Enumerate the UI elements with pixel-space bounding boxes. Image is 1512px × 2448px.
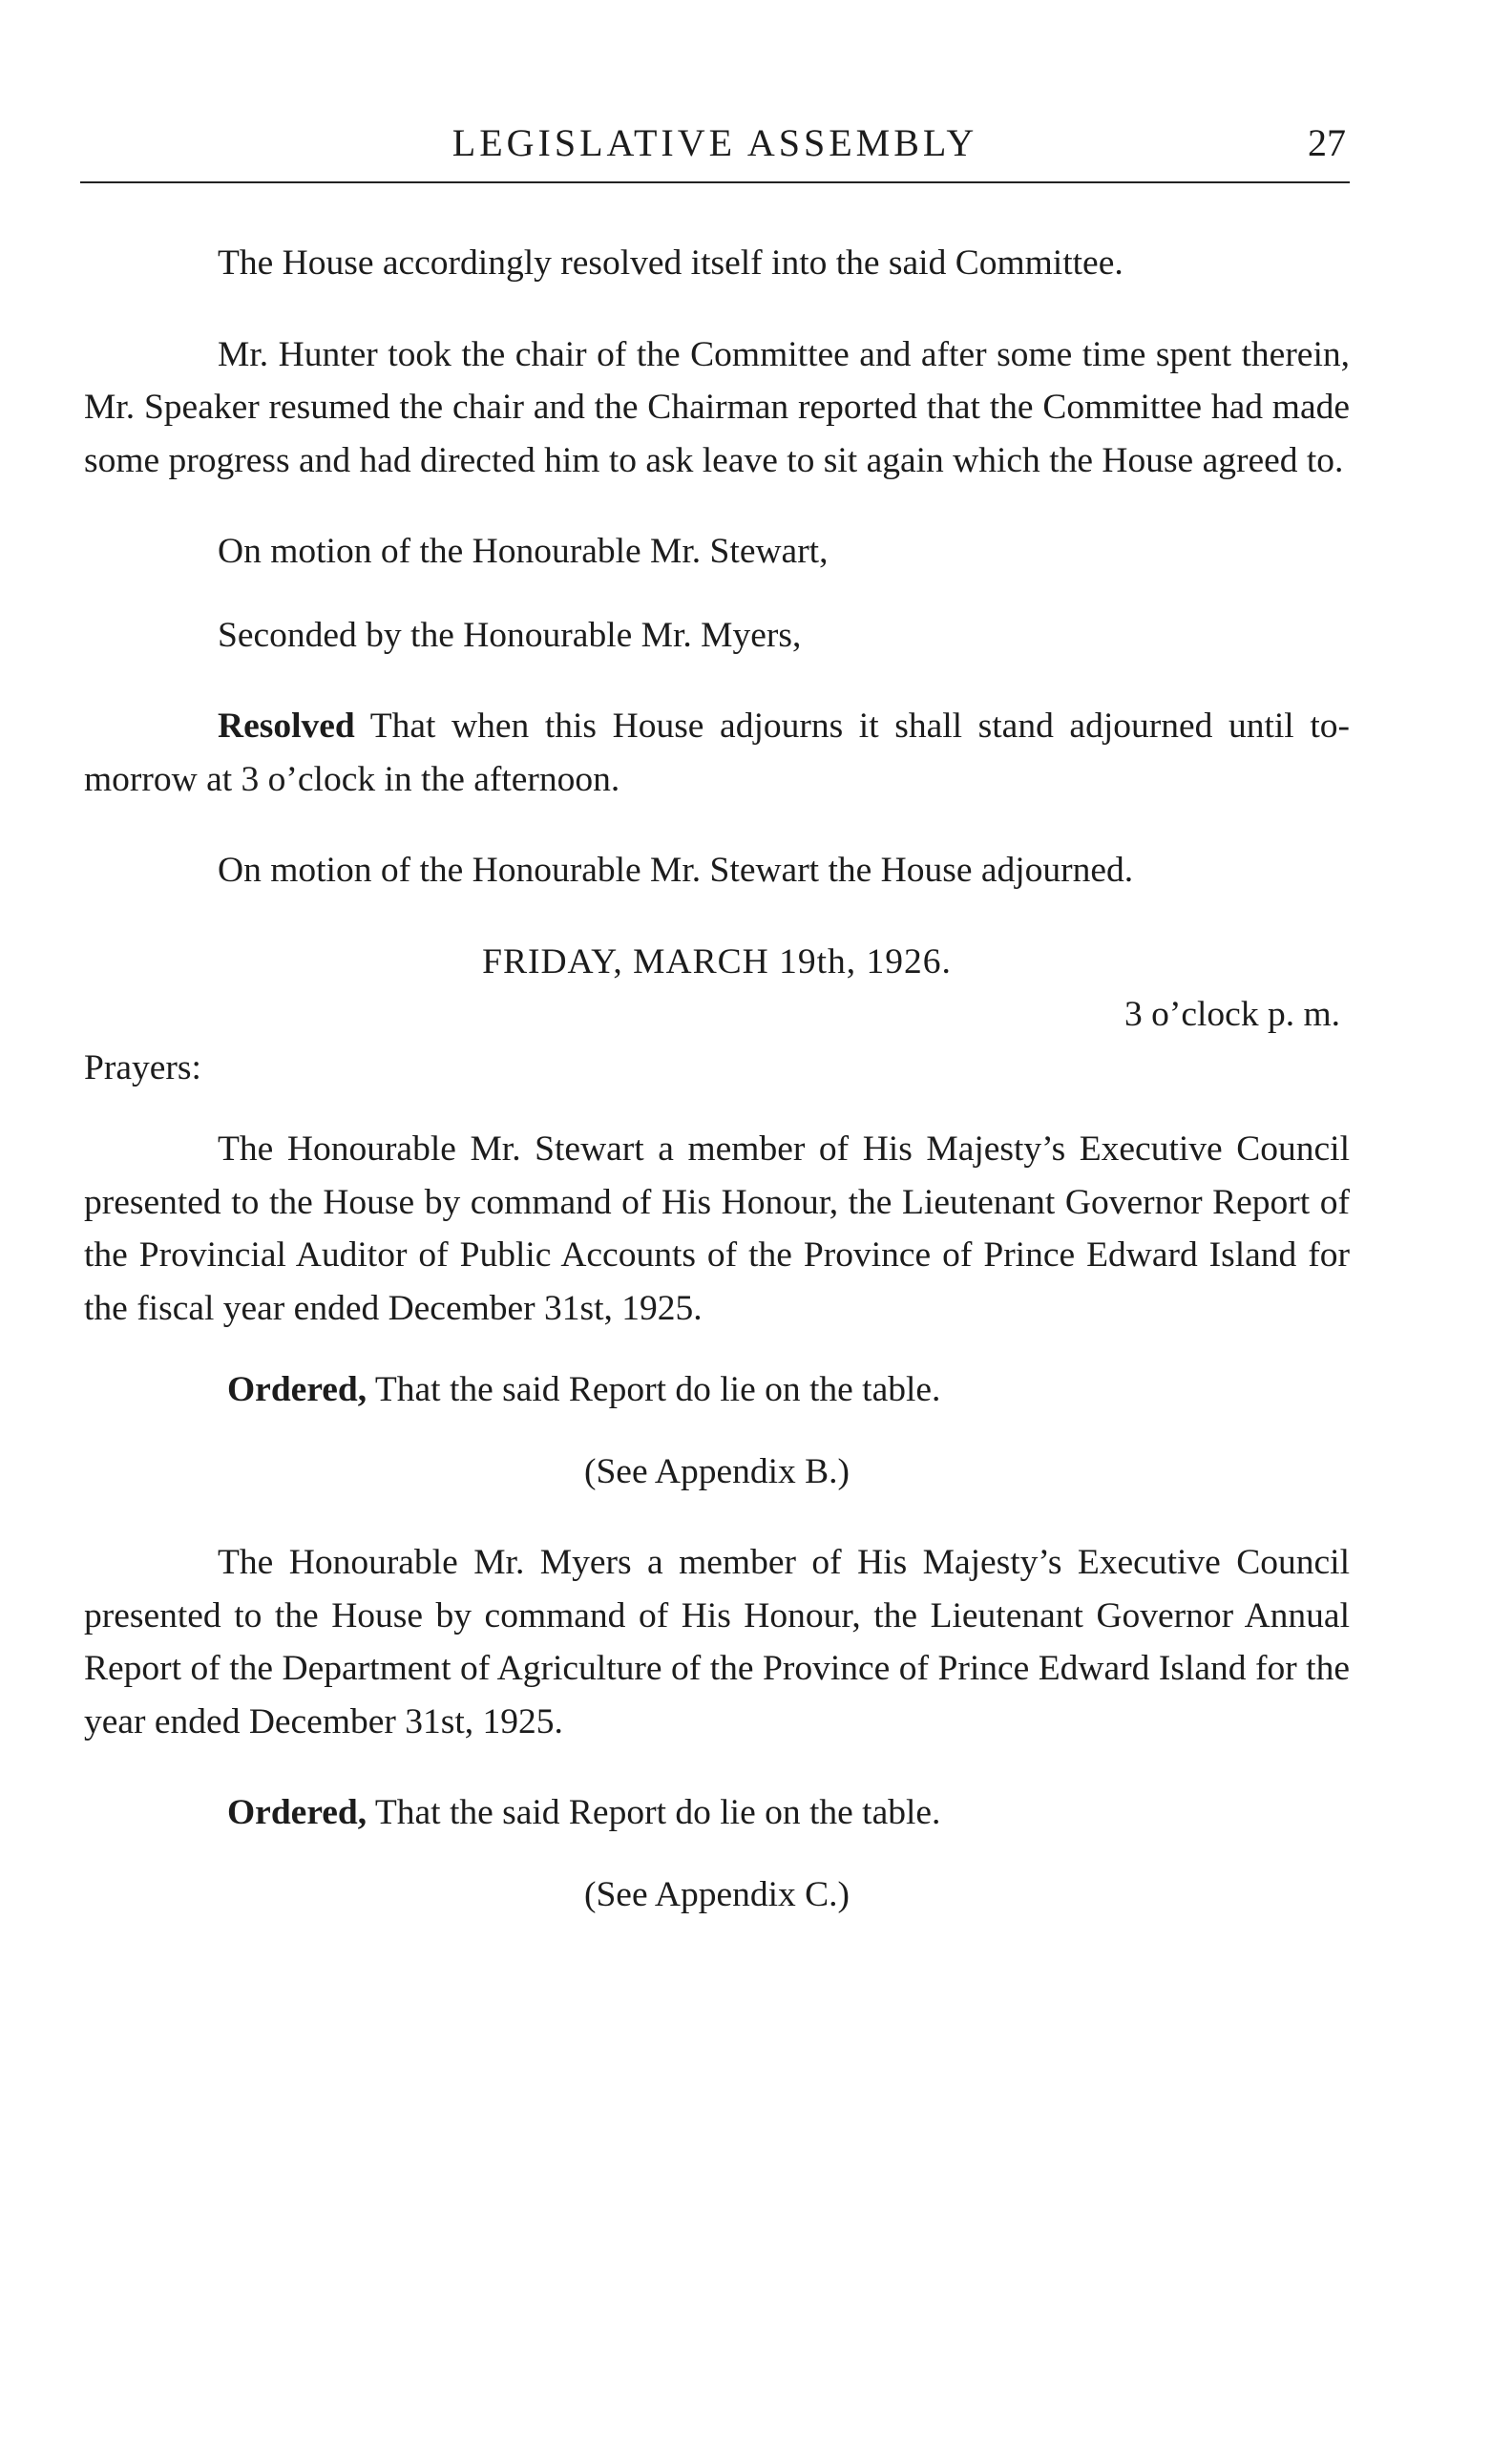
paragraph-seconded: Seconded by the Honourable Mr. Myers, [218,615,802,655]
page-number: 27 [1308,121,1346,164]
running-title: LEGISLATIVE ASSEMBLY [452,121,978,164]
appendix-reference-c: (See Appendix C.) [583,1874,850,1914]
ordered-label-1: Ordered, [227,1370,368,1409]
sitting-time: 3 o’clock p. m. [1124,995,1340,1034]
header-rule [80,181,1350,183]
page-header [80,115,1350,172]
paragraph-ordered-2 [84,1786,1350,1840]
paragraph-agriculture-report: The Honourable Mr. Myers a member of His Majesty’s Executive Council presented to the House by command of His Honour, the Lieutenant Governor Annual Report of the Department of Agriculture of the Province of Prince Edward Island for the year ended December 31st, 1925. [84,1543,1350,1741]
ordered-label-2: Ordered, [227,1793,368,1832]
paragraph-resolved [84,700,1350,806]
ordered-text-1: That the said Report do lie on the table. [374,1370,941,1409]
paragraph-chairman-report: Mr. Hunter took the chair of the Committee and after some time spent therein, Mr. Speaker resumed the chair and the Chairman reported that the Committee had made some progress and had directed him to ask leave to sit again which the House agreed to. [84,334,1350,480]
paragraph-adjourned: On motion of the Honourable Mr. Stewart the House adjourned. [218,851,1134,890]
paragraph-auditor-report: The Honourable Mr. Stewart a member of His Majesty’s Executive Council presented to the House by command of His Honour, the Lieutenant Governor Report of the Provincial Auditor of Public Accounts of the Province of Prince Edward Island for the fiscal year ended December 31st, 1925. [84,1129,1350,1328]
resolved-label: Resolved [218,707,355,746]
day-heading: FRIDAY, MARCH 19th, 1926. [482,941,952,981]
paragraph-ordered-1 [84,1363,1350,1417]
resolved-text: That when this House adjourns it shall stand adjourned until to-morrow at 3 o’clock in the afternoon. [84,707,1350,799]
appendix-reference-b: (See Appendix B.) [583,1451,850,1491]
paragraph-committee: The House accordingly resolved itself into the said Committee. [218,243,1124,283]
prayers-label: Prayers: [84,1047,201,1087]
paragraph-motion: On motion of the Honourable Mr. Stewart, [218,532,829,571]
body-text [84,237,1350,1921]
ordered-text-2: That the said Report do lie on the table. [374,1793,941,1832]
